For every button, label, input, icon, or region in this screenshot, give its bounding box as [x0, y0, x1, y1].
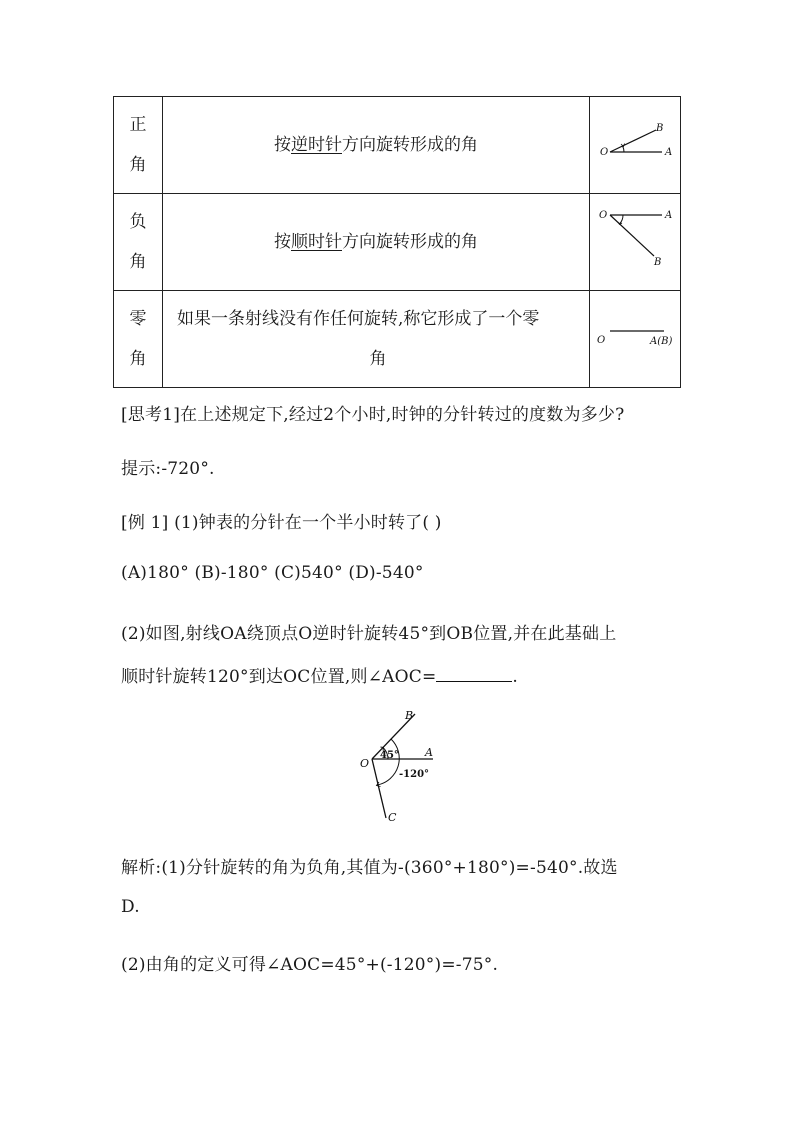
label-O: O	[360, 757, 370, 770]
type-char: 零	[129, 309, 147, 329]
example-question-2-line1: (2)如图,射线OA绕顶点O逆时针旋转45°到OB位置,并在此基础上	[121, 624, 617, 644]
definition-cell	[163, 194, 590, 291]
type-char: 角	[129, 252, 147, 272]
negative-angle-figure	[590, 194, 680, 290]
definition-text: 按	[274, 232, 291, 252]
zero-angle-figure	[590, 291, 680, 387]
figure-cell	[589, 291, 680, 388]
hint-text: 提示:-720°.	[121, 459, 215, 479]
label-A: A	[664, 147, 673, 158]
angle-45-label: 45°	[380, 750, 399, 761]
table-row-negative-angle	[114, 194, 681, 291]
example-question-1: [例 1] (1)钟表的分针在一个半小时转了( )	[121, 513, 442, 533]
definition-text: 方向旋转形成的角	[342, 135, 478, 155]
label-AB: A(B)	[649, 336, 673, 347]
solution-line2: D.	[121, 897, 140, 917]
definition-cell	[163, 97, 590, 194]
type-char: 角	[129, 155, 147, 175]
rotation-figure	[355, 706, 455, 826]
positive-angle-figure	[590, 97, 680, 193]
figure-cell	[589, 97, 680, 194]
definition-cell	[163, 291, 590, 388]
question-end: .	[512, 667, 519, 687]
definition-line2: 角	[369, 349, 387, 369]
angle-types-table	[113, 96, 681, 388]
type-cell	[114, 97, 163, 194]
type-char: 角	[129, 349, 147, 369]
label-O: O	[599, 147, 609, 158]
label-B: B	[655, 123, 664, 134]
solution-line1: 解析:(1)分针旋转的角为负角,其值为-(360°+180°)=-540°.故选	[121, 858, 618, 878]
example-options: (A)180° (B)-180° (C)540° (D)-540°	[121, 563, 424, 583]
label-B: B	[405, 709, 414, 722]
label-B: B	[653, 257, 662, 268]
table-row-positive-angle	[114, 97, 681, 194]
label-A: A	[664, 210, 673, 221]
solution-line3: (2)由角的定义可得∠AOC=45°+(-120°)=-75°.	[121, 955, 499, 975]
definition-line1: 如果一条射线没有作任何旋转,称它形成了一个零	[177, 309, 540, 329]
type-cell	[114, 194, 163, 291]
label-O: O	[596, 335, 606, 346]
question-text: 顺时针旋转120°到达OC位置,则∠AOC=	[121, 667, 437, 687]
definition-underlined: 顺时针	[291, 232, 342, 252]
type-char: 正	[129, 115, 147, 135]
label-A: A	[425, 746, 433, 759]
table-row-zero-angle	[114, 291, 681, 388]
figure-cell	[589, 194, 680, 291]
definition-text: 按	[274, 135, 291, 155]
type-char: 负	[129, 212, 147, 232]
definition-text: 方向旋转形成的角	[342, 232, 478, 252]
think-question: [思考1]在上述规定下,经过2个小时,时钟的分针转过的度数为多少?	[121, 405, 625, 425]
answer-blank	[436, 667, 512, 682]
label-O: O	[598, 210, 608, 221]
type-cell	[114, 291, 163, 388]
label-C: C	[388, 811, 397, 824]
definition-underlined: 逆时针	[291, 135, 342, 155]
example-question-2-line2	[121, 662, 518, 687]
angle-neg120-label: -120°	[399, 769, 430, 780]
